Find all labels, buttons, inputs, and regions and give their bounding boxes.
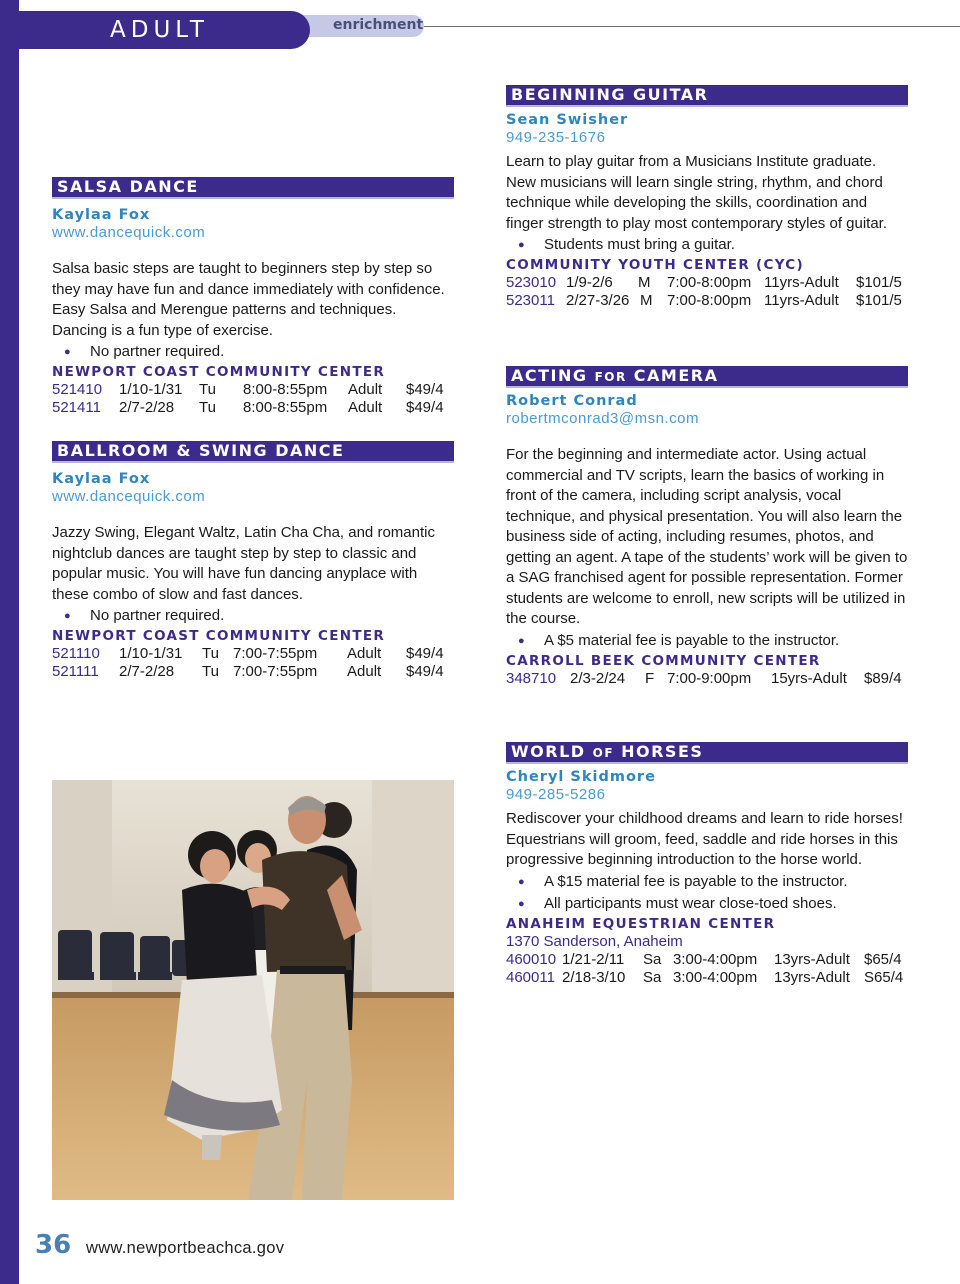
bullet-icon: ● — [518, 239, 525, 251]
guitar-section — [506, 85, 908, 310]
section-title: BALLROOM & SWING DANCE — [52, 441, 454, 463]
venue-name: NEWPORT COAST COMMUNITY CENTER — [52, 628, 386, 644]
course-description: For the beginning and intermediate actor. Using actual commercial and TV scripts, learn the basics of working in front of the camera, including script analysis, vocal technique, and physical presentation. You will also learn the business side of acting, including resumes, photos, and getting an agent. A tape of the students’ work will be given to a SAG franchised agent for possible representation. Former students are welcome to enroll, new scripts will be utilized in the course. — [506, 446, 908, 627]
bullet-item: ● A $15 material fee is payable to the instructor. — [506, 871, 908, 893]
venue-address: 1370 Sanderson, Anaheim — [506, 932, 683, 950]
page-title: ADULT — [110, 17, 209, 43]
ballroom-section — [52, 441, 454, 681]
bullet-icon: ● — [64, 610, 71, 622]
instructor-name: Robert Conrad — [506, 393, 638, 409]
bullet-item: ● A $5 material fee is payable to the instructor. — [506, 630, 908, 652]
header-rule — [424, 26, 960, 27]
class-row: 523010 1/9-2/6 M 7:00-8:00pm 11yrs-Adult $101/5 — [506, 274, 902, 291]
bullet-icon: ● — [518, 897, 525, 910]
instructor-name: Kaylaa Fox — [52, 471, 151, 487]
bullet-item: ● Students must bring a guitar. — [506, 234, 908, 256]
ballroom-dancers-photo — [52, 780, 454, 1200]
acting-section — [506, 366, 908, 688]
course-description: Rediscover your childhood dreams and learn to ride horses! Equestrians will groom, feed, saddle and ride horses in this progressive beginning introduction to the horse world. — [506, 810, 903, 868]
instructor-name: Kaylaa Fox — [52, 207, 151, 223]
course-code: 521411 — [52, 399, 101, 416]
course-code: 521111 — [52, 663, 99, 680]
course-code: 348710 — [506, 669, 557, 687]
horses-section — [506, 742, 908, 987]
bullet-item: ● All participants must wear close-toed shoes. — [506, 893, 908, 915]
section-title: BEGINNING GUITAR — [506, 85, 908, 107]
section-title: ACTING FOR CAMERA — [506, 366, 908, 388]
bullet-icon: ● — [64, 346, 71, 358]
page-number: 36 — [35, 1230, 72, 1260]
enrichment-label: enrichment — [333, 17, 424, 33]
course-description: Learn to play guitar from a Musicians Institute graduate. New musicians will learn single string, rhythm, and chord technique while developing the skills, coordination and finger strength to play most contemporary styles of guitar. — [506, 153, 888, 232]
instructor-email[interactable]: robertmconrad3@msn.com — [506, 410, 699, 427]
class-row: 348710 2/3-2/24 F 7:00-9:00pm 15yrs-Adult $89/4 — [506, 669, 902, 687]
salsa-section — [52, 177, 454, 417]
footer-website[interactable]: www.newportbeachca.gov — [86, 1239, 285, 1257]
course-description: Salsa basic steps are taught to beginners step by step so they may have fun and dance immediately with confidence. Easy Salsa and Merengue patterns and techniques. Dancing is a fun type of exercise. — [52, 260, 445, 339]
class-row: 521110 1/10-1/31 Tu 7:00-7:55pm Adult $49/4 — [52, 645, 444, 662]
left-color-bar — [0, 0, 19, 1284]
bullet-item: ● No partner required. — [52, 605, 454, 627]
course-code: 523010 — [506, 274, 557, 291]
course-code: 521110 — [52, 645, 100, 662]
class-row: 460011 2/18-3/10 Sa 3:00-4:00pm 13yrs-Adult S65/4 — [506, 968, 904, 986]
section-title: SALSA DANCE — [52, 177, 454, 199]
course-description: Jazzy Swing, Elegant Waltz, Latin Cha Cha, and romantic nightclub dances are taught step by step to classic and popular music. You will have fun dancing anyplace with these combo of slow and fast dances. — [52, 524, 435, 603]
course-code: 460010 — [506, 950, 557, 968]
instructor-website[interactable]: www.dancequick.com — [52, 224, 206, 241]
course-code: 460011 — [506, 968, 555, 986]
venue-name: COMMUNITY YOUTH CENTER (CYC) — [506, 257, 804, 273]
class-row: 521410 1/10-1/31 Tu 8:00-8:55pm Adult $49/4 — [52, 381, 444, 398]
instructor-name: Sean Swisher — [506, 112, 629, 128]
course-code: 521410 — [52, 381, 103, 398]
class-row: 521111 2/7-2/28 Tu 7:00-7:55pm Adult $49/4 — [52, 663, 444, 680]
venue-name: CARROLL BEEK COMMUNITY CENTER — [506, 652, 821, 669]
instructor-phone: 949-235-1676 — [506, 129, 606, 146]
section-title: WORLD OF HORSES — [506, 742, 908, 764]
class-row: 460010 1/21-2/11 Sa 3:00-4:00pm 13yrs-Adult $65/4 — [506, 950, 902, 968]
instructor-phone: 949-285-5286 — [506, 786, 606, 803]
venue-name: NEWPORT COAST COMMUNITY CENTER — [52, 364, 386, 380]
bullet-icon: ● — [518, 875, 525, 888]
course-code: 523011 — [506, 292, 555, 309]
bullet-icon: ● — [518, 634, 525, 647]
class-row: 523011 2/27-3/26 M 7:00-8:00pm 11yrs-Adult $101/5 — [506, 292, 902, 309]
venue-name: ANAHEIM EQUESTRIAN CENTER — [506, 915, 776, 932]
class-row: 521411 2/7-2/28 Tu 8:00-8:55pm Adult $49/4 — [52, 399, 444, 416]
instructor-name: Cheryl Skidmore — [506, 769, 656, 785]
bullet-item: ● No partner required. — [52, 341, 454, 363]
instructor-website[interactable]: www.dancequick.com — [52, 488, 206, 505]
